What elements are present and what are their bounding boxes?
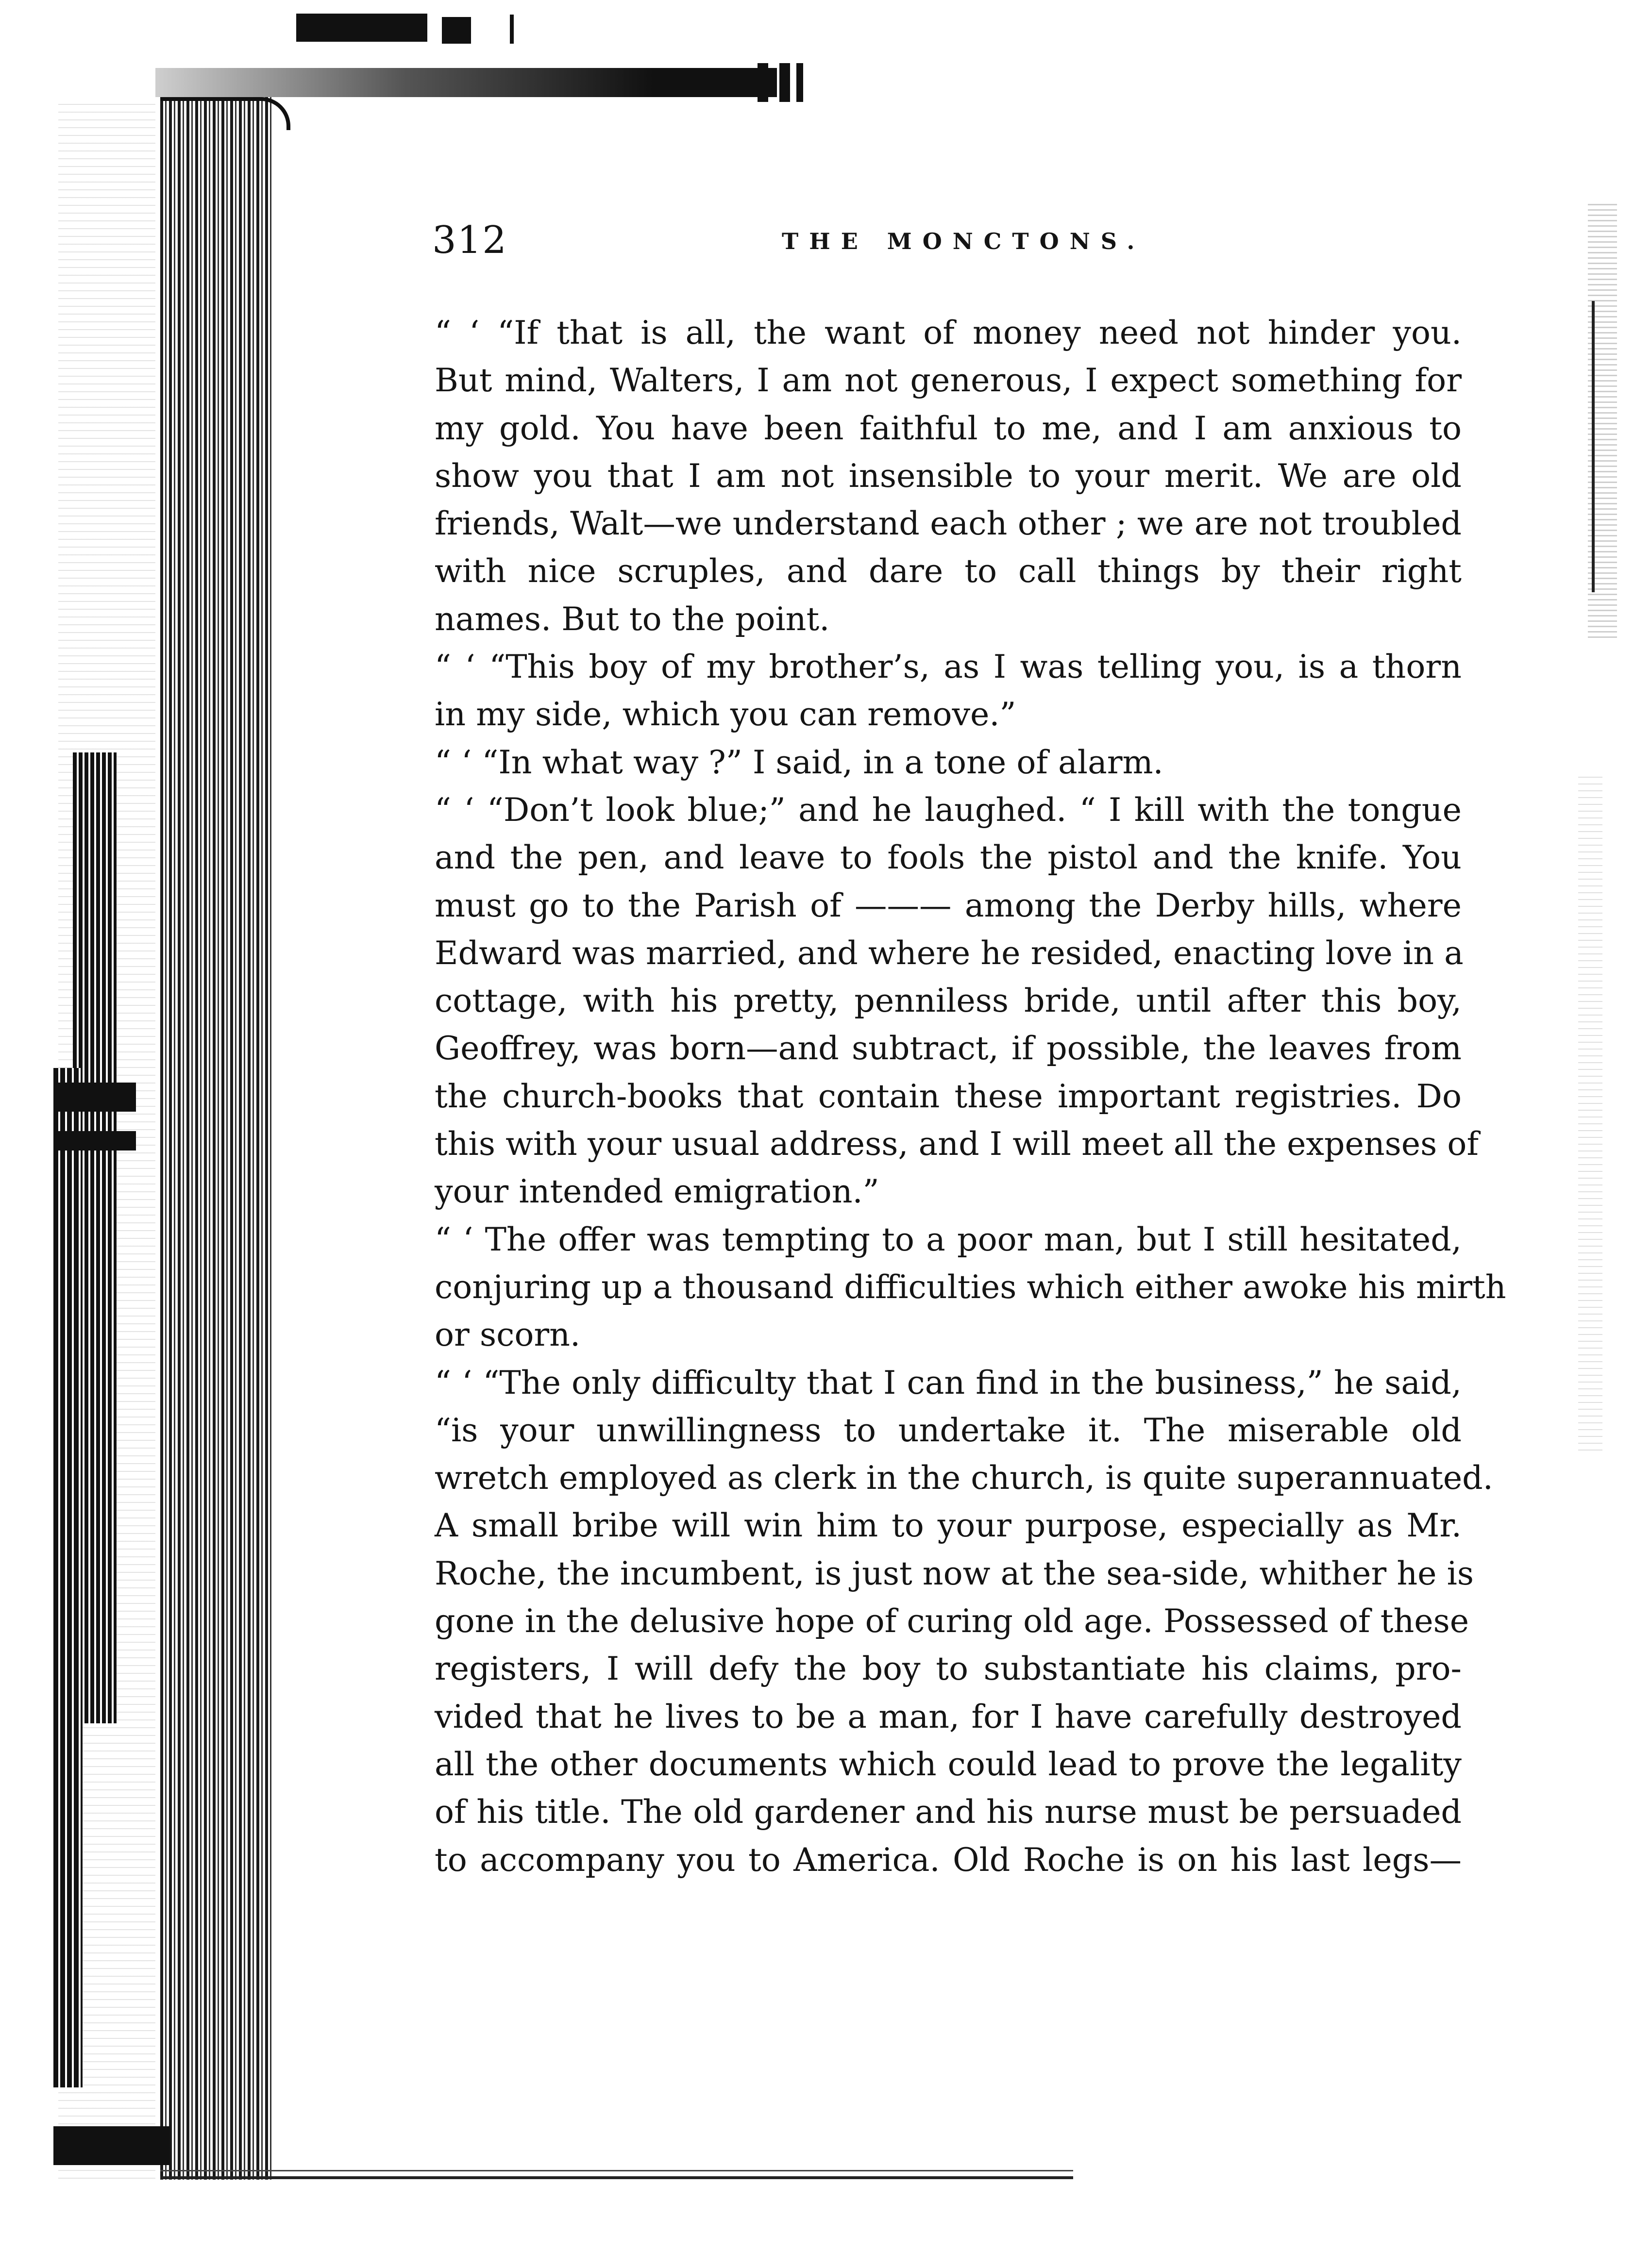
scan-artifact-top-mark: [796, 63, 803, 102]
scan-artifact-top-mark: [510, 15, 514, 44]
text-line: of his title. The old gardener and his nurse must be persuaded: [435, 1793, 1462, 1831]
text-line: this with your usual address, and I will meet all the expenses of: [435, 1125, 1479, 1163]
text-line: registers, I will defy the boy to substantiate his claims, pro-: [435, 1650, 1462, 1688]
text-line: Geoffrey, was born—and subtract, if possible, the leaves from: [435, 1029, 1462, 1067]
book-page-corner: [160, 97, 290, 130]
text-line: “is your unwillingness to undertake it. The miserable old: [435, 1411, 1462, 1449]
text-line: in my side, which you can remove.”: [435, 695, 1016, 734]
text-line: “ ‘ The offer was tempting to a poor man, but I still hesitated,: [435, 1220, 1462, 1258]
text-line: and the pen, and leave to fools the pistol and the knife. You: [435, 838, 1462, 877]
text-line: wretch employed as clerk in the church, is quite superannuated.: [435, 1459, 1493, 1497]
text-line: “ ‘ “The only difficulty that I can find in the business,” he said,: [435, 1363, 1462, 1401]
text-line: must go to the Parish of ——— among the Derby hills, where: [435, 886, 1462, 924]
text-line: with nice scruples, and dare to call things by their right: [435, 552, 1462, 590]
text-line: cottage, with his pretty, penniless bride, until after this boy,: [435, 982, 1462, 1020]
scan-artifact-top-strip: [155, 68, 777, 97]
book-page-edges: [160, 97, 272, 2180]
scan-artifact-top-mark: [758, 63, 768, 102]
running-head: THE MONCTONS.: [782, 228, 1145, 254]
scan-artifact-right-noise: [1578, 777, 1602, 1456]
text-line: Roche, the incumbent, is just now at the sea-side, whither he is: [435, 1554, 1474, 1592]
text-line: gone in the delusive hope of curing old age. Possessed of these: [435, 1602, 1469, 1640]
scan-artifact-left-bar: [53, 1131, 136, 1151]
book-bottom-edge: [160, 2170, 1073, 2179]
text-line: the church-books that contain these important registries. Do: [435, 1077, 1462, 1115]
text-line: “ ‘ “Don’t look blue;” and he laughed. “ I kill with the tongue: [435, 790, 1462, 829]
page-body-text: [435, 309, 1506, 1884]
scan-artifact-right-line: [1592, 301, 1595, 592]
page-number: 312: [432, 218, 507, 262]
text-line: Edward was married, and where he resided, enacting love in a: [435, 934, 1464, 972]
text-line: to accompany you to America. Old Roche is on his last legs—: [435, 1840, 1462, 1879]
text-line: “ ‘ “In what way ?” I said, in a tone of alarm.: [435, 743, 1163, 781]
scan-artifact-top-mark: [779, 63, 790, 102]
scan-artifact-top-block: [442, 17, 471, 44]
text-line: conjuring up a thousand difficulties which either awoke his mirth: [435, 1267, 1506, 1306]
text-line: A small bribe will win him to your purpose, especially as Mr.: [435, 1506, 1462, 1545]
scan-artifact-left-block: [53, 1068, 83, 2087]
text-line: all the other documents which could lead to prove the legality: [435, 1745, 1462, 1783]
text-line: your intended emigration.”: [435, 1172, 879, 1211]
scan-artifact-left-bar: [53, 1083, 136, 1112]
scan-artifact-left-bar: [53, 2126, 170, 2165]
text-line: names. But to the point.: [435, 600, 830, 638]
text-line: “ ‘ “This boy of my brother’s, as I was telling you, is a thorn: [435, 648, 1462, 686]
text-line: But mind, Walters, I am not generous, I expect something for: [435, 361, 1462, 400]
text-line: or scorn.: [435, 1316, 581, 1354]
text-line: vided that he lives to be a man, for I have carefully destroyed: [435, 1697, 1462, 1735]
page-header: [432, 218, 1476, 277]
text-line: show you that I am not insensible to your merit. We are old: [435, 456, 1462, 495]
text-line: friends, Walt—we understand each other ; we are not troubled: [435, 504, 1462, 543]
text-line: “ ‘ “If that is all, the want of money need not hinder you.: [435, 314, 1462, 351]
text-line: my gold. You have been faithful to me, and I am anxious to: [435, 409, 1462, 447]
scan-artifact-top-block: [296, 14, 427, 42]
